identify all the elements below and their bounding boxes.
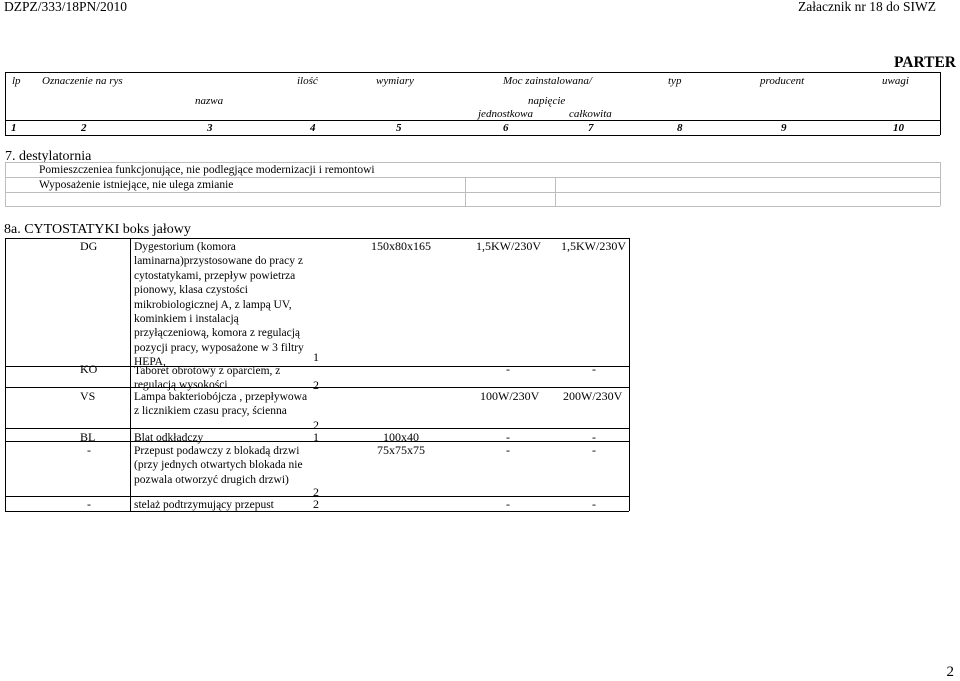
col-number: 8 — [677, 122, 683, 134]
item-quantity: 2 — [313, 378, 319, 392]
col-number: 6 — [503, 122, 509, 134]
col-jednostkowa: jednostkowa — [478, 108, 533, 120]
item-unit-power: - — [506, 443, 510, 457]
item-quantity: 1 — [313, 430, 319, 444]
item-dimensions: 75x75x75 — [377, 443, 425, 457]
item-total-power: - — [592, 497, 596, 511]
item-dimensions: 150x80x165 — [371, 239, 431, 253]
col-uwagi: uwagi — [882, 75, 909, 87]
item-description: Blat odkładczy — [134, 432, 204, 444]
item-total-power: 1,5KW/230V — [561, 239, 626, 253]
item-code: DG — [80, 239, 98, 253]
item-quantity: 2 — [313, 485, 319, 499]
item-total-power: 200W/230V — [563, 389, 623, 403]
item-total-power: - — [592, 430, 596, 444]
col-number: 2 — [81, 122, 87, 134]
col-ilosc: ilość — [297, 75, 318, 87]
item-unit-power: - — [506, 362, 510, 376]
item-description: stelaż podtrzymujący przepust — [134, 499, 274, 511]
section-7-note: Pomieszczeniea funkcjonujące, nie podlegjące modernizacji i remontowi — [39, 164, 375, 176]
col-napiecie: napięcie — [528, 95, 566, 107]
col-number: 5 — [396, 122, 402, 134]
item-total-power: - — [592, 362, 596, 376]
item-code: KO — [80, 362, 98, 376]
col-oznaczenie: Oznaczenie na rys — [42, 75, 123, 87]
item-description: Taboret obrotowy z oparciem, z regulacją wysokości — [134, 365, 281, 392]
col-number: 10 — [893, 122, 904, 134]
floor-label: PARTER — [893, 54, 956, 71]
item-dimensions: 100x40 — [383, 430, 419, 444]
section-7-title: 7. destylatornia — [5, 149, 92, 164]
item-code: VS — [80, 389, 96, 403]
col-lp: lp — [12, 75, 21, 87]
section-7-note: Wyposażenie istniejące, nie ulega zmianie — [39, 179, 234, 191]
document-reference: DZPZ/333/18PN/2010 — [4, 0, 128, 14]
item-total-power: - — [592, 443, 596, 457]
item-description: Przepust podawczy z blokadą drzwi (przy jednych otwartych blokada nie pozwala otworzyć drugich drzwi) — [134, 445, 303, 486]
item-quantity: 2 — [313, 418, 319, 432]
col-number: 1 — [11, 122, 17, 134]
section-8a-title: 8a. CYTOSTATYKI boks jałowy — [4, 222, 191, 237]
col-nazwa: nazwa — [195, 95, 224, 107]
col-number: 9 — [781, 122, 787, 134]
item-quantity: 2 — [313, 497, 319, 511]
col-number: 4 — [310, 122, 316, 134]
attachment-label: Załacznik nr 18 do SIWZ — [798, 0, 936, 14]
col-calkowita: całkowita — [569, 108, 612, 120]
col-typ: typ — [668, 75, 682, 87]
col-moc: Moc zainstalowana/ — [503, 75, 592, 87]
item-unit-power: - — [506, 497, 510, 511]
col-wymiary: wymiary — [376, 75, 414, 87]
item-unit-power: 1,5KW/230V — [476, 239, 541, 253]
item-unit-power: - — [506, 430, 510, 444]
col-number: 7 — [588, 122, 594, 134]
item-description: Lampa bakteriobójcza , przepływowa z licznikiem czasu pracy, ścienna — [134, 391, 308, 418]
item-unit-power: 100W/230V — [480, 389, 540, 403]
page-number: 2 — [946, 664, 954, 680]
col-number: 3 — [207, 122, 213, 134]
col-producent: producent — [760, 75, 805, 87]
item-code: - — [87, 443, 91, 457]
item-code: - — [87, 497, 91, 511]
item-quantity: 1 — [313, 350, 319, 364]
item-description: Dygestorium (komora laminarna)przystosowane do pracy z cytostatykami, przepływ powietrza pionowy, klasa czystości mikrobiologicznej A, z lampą UV, kominkiem i instalacją przyłączeniową, komora z regulacją pozycji pracy, wyposażone w 3 filtry HEPA, — [134, 241, 304, 369]
item-code: BL — [80, 430, 96, 444]
